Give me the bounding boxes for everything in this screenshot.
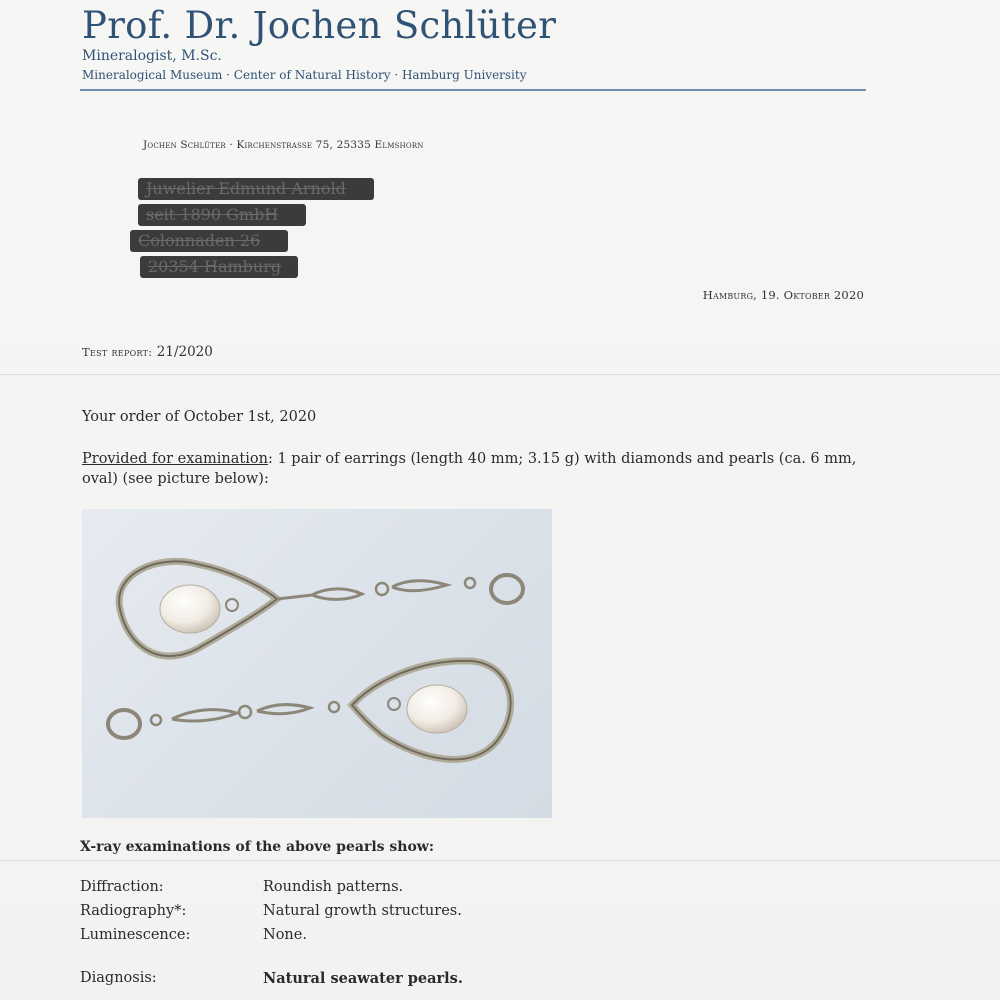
- paper-fold-line: [0, 374, 1000, 376]
- earring-bottom: [108, 661, 511, 760]
- earrings-photo: [82, 509, 552, 818]
- paper-fold-line: [0, 860, 1000, 862]
- redacted-recipient-address: [126, 176, 370, 284]
- radiography-label: Radiography*:: [80, 903, 187, 919]
- luminescence-label: Luminescence:: [80, 927, 191, 943]
- xray-heading: X-ray examinations of the above pearls show:: [80, 839, 435, 855]
- sender-address-line: Jochen Schlüter · Kirchenstrasse 75, 25335 Elmshorn: [143, 139, 424, 151]
- luminescence-value: None.: [263, 927, 307, 943]
- diffraction-value: Roundish patterns.: [263, 879, 404, 895]
- date-line: Hamburg, 19. Oktober 2020: [702, 288, 864, 302]
- provided-for-examination: [82, 449, 872, 489]
- letterhead-title: Mineralogist, M.Sc.: [82, 48, 222, 64]
- letterhead-affiliation: Mineralogical Museum · Center of Natural History · Hamburg University: [82, 68, 527, 82]
- redacted-line: 20354 Hamburg: [140, 256, 298, 278]
- diagnosis-value: Natural seawater pearls.: [263, 970, 463, 987]
- diffraction-label: Diffraction:: [80, 879, 164, 895]
- redacted-line: seit 1890 GmbH: [138, 204, 306, 226]
- letterhead-name: Prof. Dr. Jochen Schlüter: [82, 4, 557, 47]
- test-report-label: Test report:: [82, 345, 153, 359]
- test-report-line: [82, 344, 213, 360]
- provided-label: Provided for examination: [82, 451, 268, 467]
- diagnosis-label: Diagnosis:: [80, 970, 157, 986]
- radiography-value: Natural growth structures.: [263, 903, 462, 919]
- earrings-illustration: [82, 509, 552, 818]
- test-report-number: 21/2020: [156, 344, 213, 360]
- letterhead-divider: [80, 89, 866, 91]
- redacted-line: Juwelier Edmund Arnold: [138, 178, 374, 200]
- earring-top: [119, 561, 523, 656]
- redacted-line: Colonnaden 26: [130, 230, 288, 252]
- order-line: Your order of October 1st, 2020: [82, 409, 317, 425]
- provided-text: : 1 pair of earrings (length 40 mm; 3.15 g) with diamonds and pearls (ca. 6 mm, oval) (see picture below):: [82, 451, 857, 487]
